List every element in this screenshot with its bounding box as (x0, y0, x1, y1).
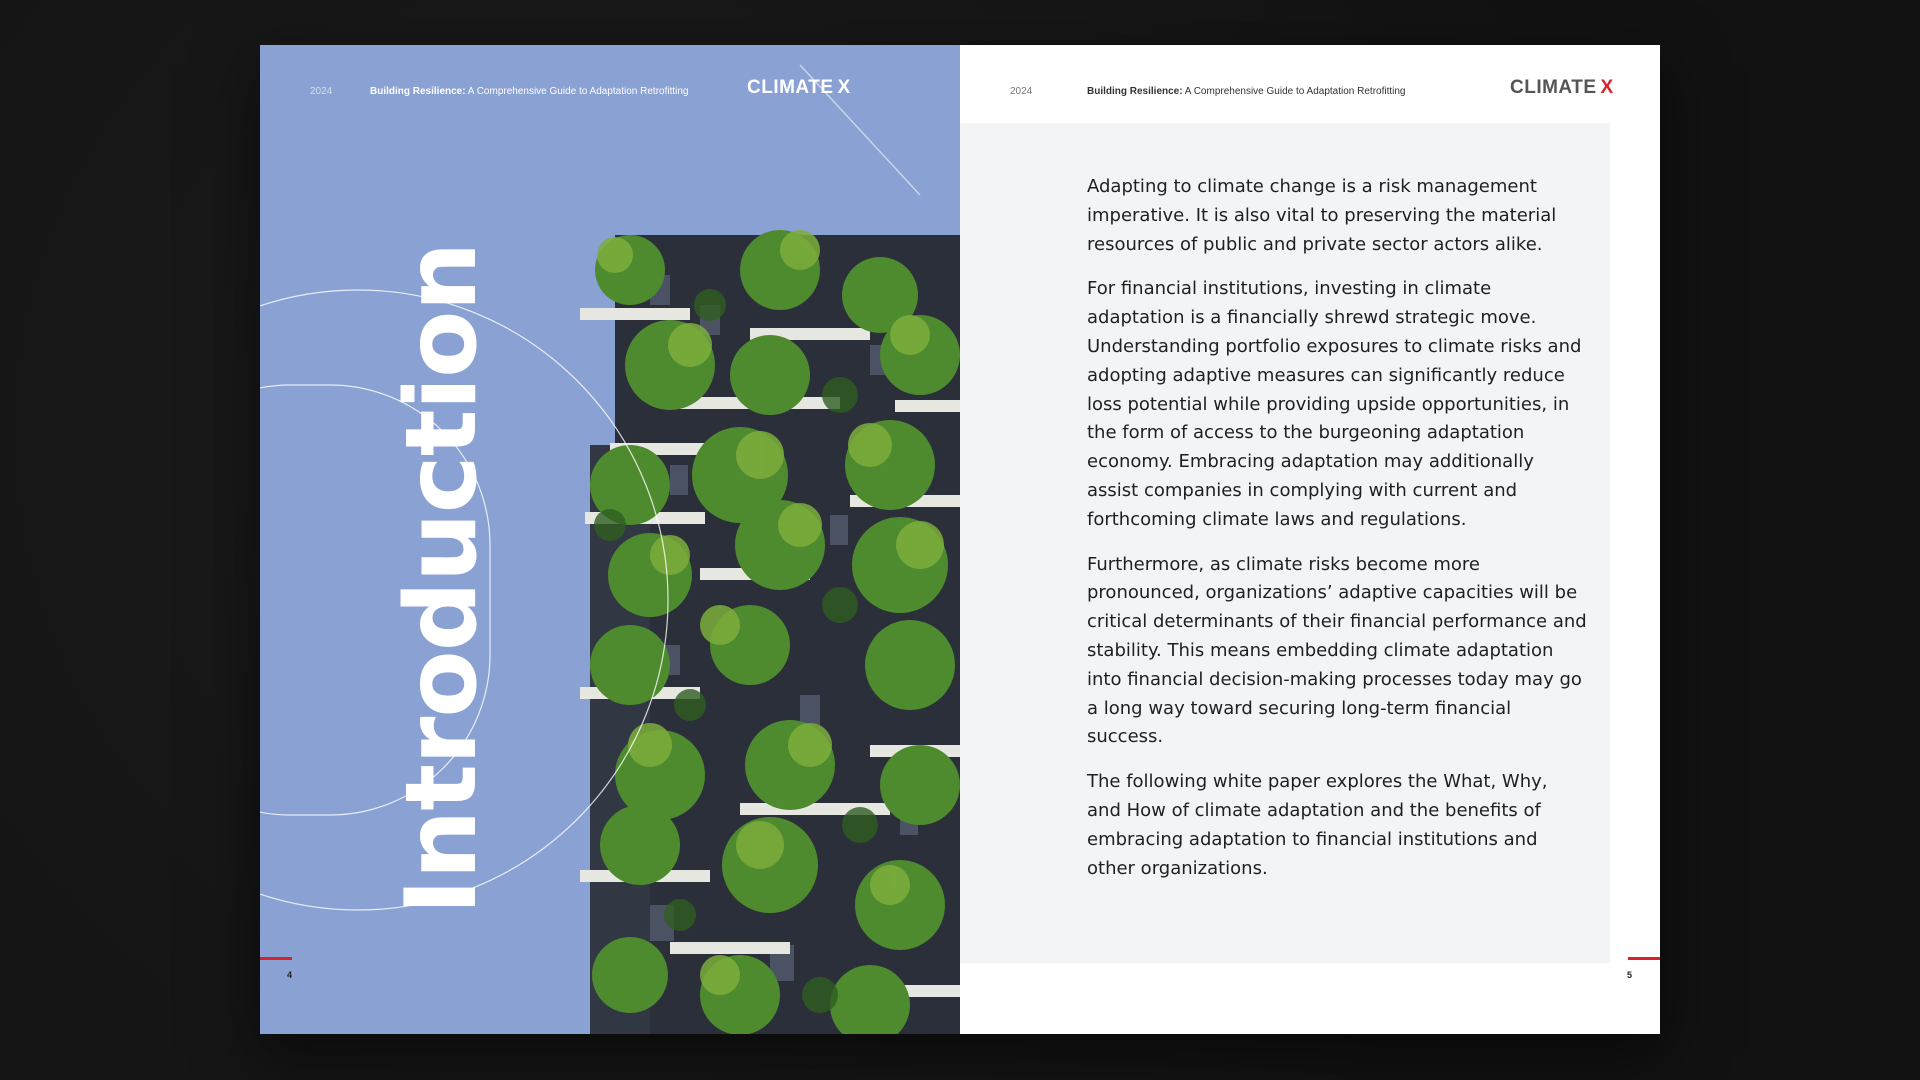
intro-body-text (1087, 173, 1587, 899)
page-marker-right (1628, 957, 1660, 960)
climate-x-logo (1510, 77, 1614, 99)
paragraph: Furthermore, as climate risks become more pronounced, organizations’ adaptive capacities will be critical determinants of their financial performance and stability. This means embedding climate adaptation into financial decision-making processes today may go a long way toward securing long-term financial success. (1087, 553, 1587, 748)
header-title-bold: Building Resilience: (1087, 86, 1183, 97)
page-number-left: 4 (287, 970, 293, 980)
paragraph: The following white paper explores the What, Why, and How of climate adaptation and the benefits of embracing adaptation to financial institutions and other organizations. (1087, 771, 1548, 879)
header-title-rest: A Comprehensive Guide to Adaptation Retrofitting (1182, 86, 1406, 97)
vertical-forest-building-image (570, 45, 960, 1034)
page-number-right: 5 (1627, 970, 1633, 980)
page-marker-left (260, 957, 292, 960)
logo-text: CLIMATE (1510, 77, 1597, 98)
right-page (960, 45, 1660, 1034)
header-title (1087, 86, 1406, 97)
logo-mark: X (837, 77, 851, 98)
header-title-rest: A Comprehensive Guide to Adaptation Retrofitting (465, 86, 689, 97)
header-year: 2024 (310, 86, 333, 97)
document-spread (260, 45, 1660, 1034)
paragraph: For financial institutions, investing in climate adaptation is a financially shrewd strategic move. Understanding portfolio exposures to climate risks and adopting adaptive measures can significantly reduce loss potential while providing upside opportunities, in the form of access to the burgeoning adaptation economy. Embracing adaptation may additionally assist companies in complying with current and forthcoming climate laws and regulations. (1087, 278, 1582, 530)
logo-mark: X (1600, 77, 1614, 98)
header-year: 2024 (1010, 86, 1033, 97)
logo-text: CLIMATE (747, 77, 834, 98)
paragraph: Adapting to climate change is a risk management imperative. It is also vital to preserving the material resources of public and private sector actors alike. (1087, 176, 1557, 255)
left-page (260, 45, 960, 1034)
header-title-bold: Building Resilience: (370, 86, 466, 97)
header-title (370, 86, 689, 97)
climate-x-logo (747, 77, 851, 99)
page-heading: Introduction (385, 242, 499, 915)
